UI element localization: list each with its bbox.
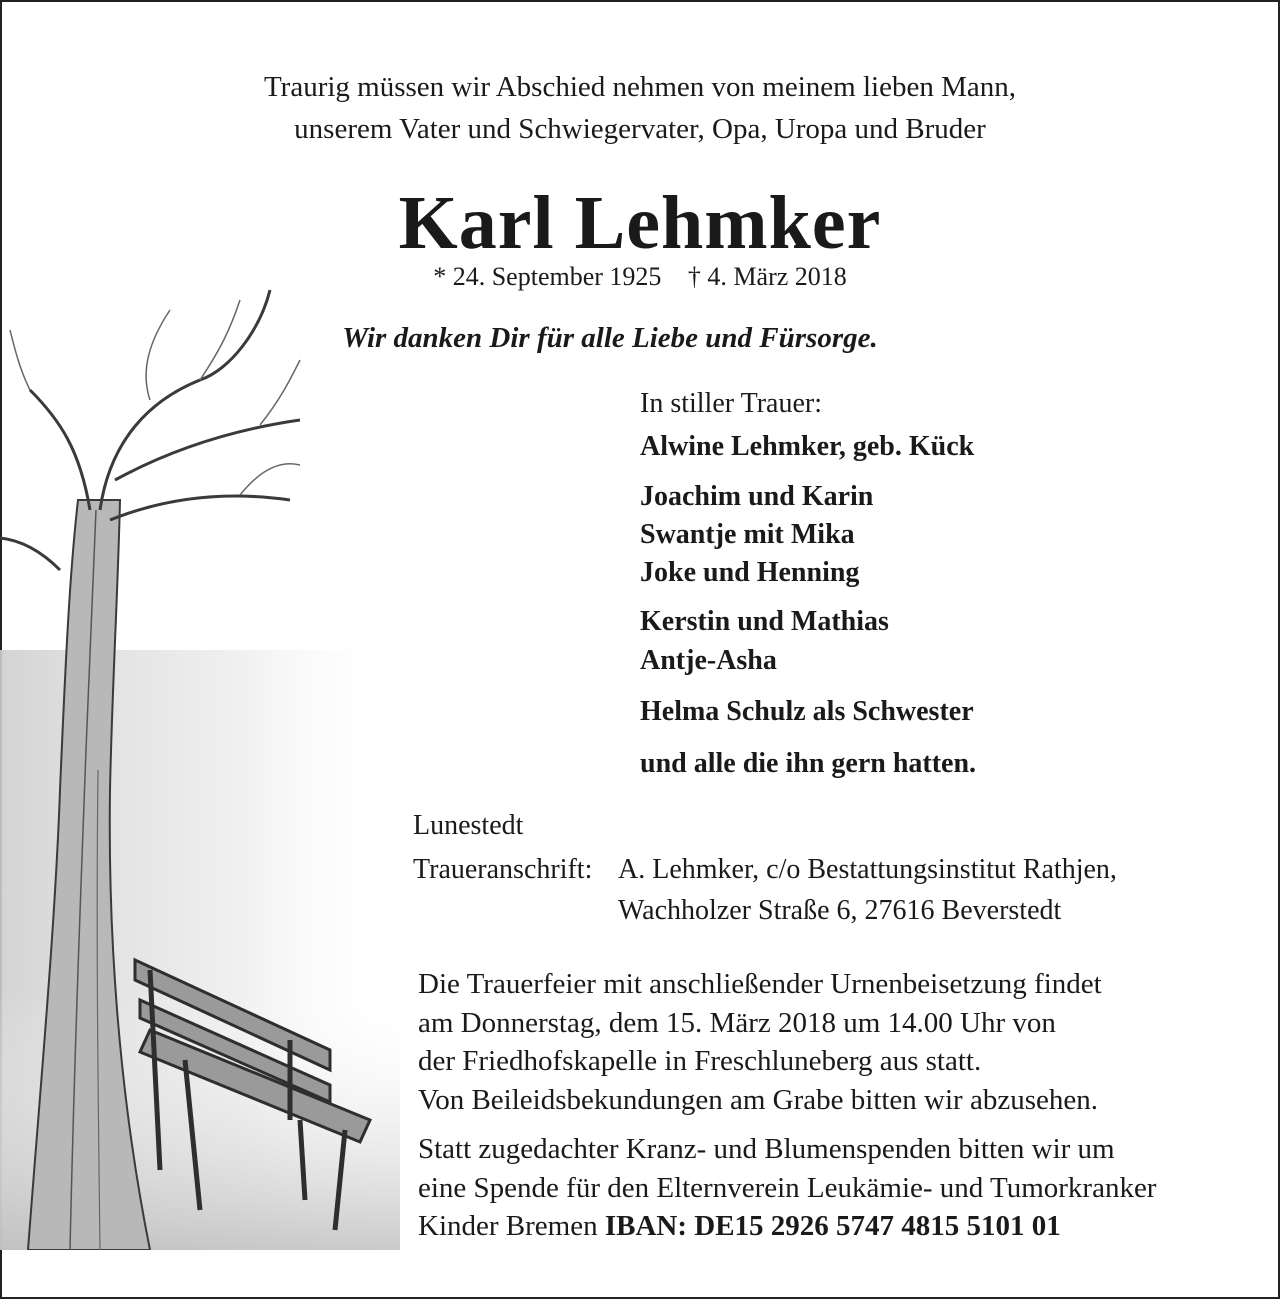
mourner-name: Antje-Asha [640,645,777,676]
ceremony-line: der Friedhofskapelle in Freschluneberg aus statt. [418,1045,982,1077]
thanks-line: Wir danken Dir für alle Liebe und Fürsorge. [342,322,878,354]
mourners-heading: In stiller Trauer: [640,388,822,419]
ceremony-line: am Donnerstag, dem 15. März 2018 um 14.00 Uhr von [418,1006,1056,1039]
address-label: Traueranschrift: [413,854,593,885]
mourner-name: Joachim und Karin [640,481,874,512]
ceremony-paragraph [418,965,1102,1119]
ceremony-line: Von Beileidsbekundungen am Grabe bitten wir abzusehen. [418,1083,1098,1116]
intro-line-2: unserem Vater und Schwiegervater, Opa, Uropa und Bruder [294,113,986,145]
intro-line-1: Traurig müssen wir Abschied nehmen von meinem lieben Mann, [263,71,1016,103]
iban-number: IBAN: DE15 2926 5747 4815 5101 01 [604,1210,1061,1242]
mourner-name: Helma Schulz als Schwester [640,696,974,727]
mourner-name: Alwine Lehmker, geb. Kück [640,431,975,462]
donation-recipient: Kinder Bremen [418,1210,598,1242]
death-date: † 4. März 2018 [687,262,847,291]
birth-date: * 24. September 1925 [433,262,662,291]
mourner-name: und alle die ihn gern hatten. [640,748,977,779]
donation-paragraph [418,1130,1156,1246]
address-line-2: Wachholzer Straße 6, 27616 Beverstedt [618,895,1062,926]
donation-line-3 [418,1207,1156,1246]
mourner-name: Swantje mit Mika [640,519,855,550]
life-dates [0,262,1280,292]
deceased-name: Karl Lehmker [398,181,882,265]
ceremony-line: Die Trauerfeier mit anschließender Urnenbeisetzung findet [418,968,1102,1000]
place-name: Lunestedt [413,810,524,841]
tree-and-bench-sketch-icon [0,270,400,1250]
mourner-name: Kerstin und Mathias [640,606,889,637]
mourner-name: Joke und Henning [640,557,860,588]
donation-line-1: Statt zugedachter Kranz- und Blumenspenden bitten wir um [418,1133,1115,1165]
donation-line-2: eine Spende für den Elternverein Leukämie- und Tumorkranker [418,1171,1157,1204]
address-line-1: A. Lehmker, c/o Bestattungsinstitut Rathjen, [618,854,1117,885]
intro-text [0,66,1280,150]
